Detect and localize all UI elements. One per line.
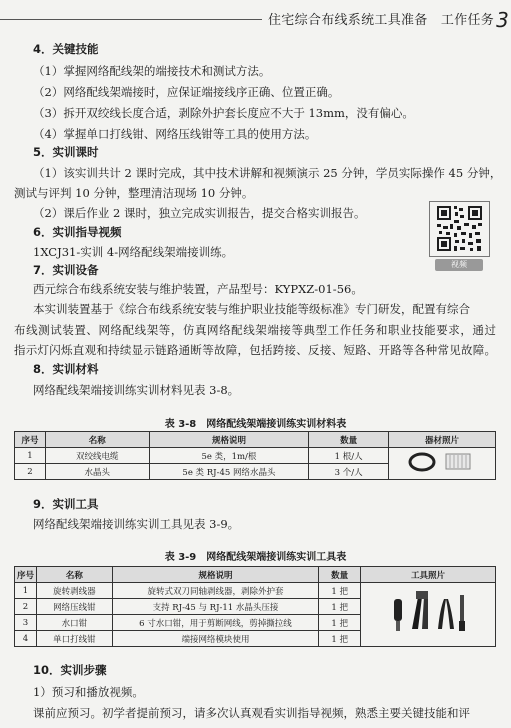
section-9-heading: 9．实训工具 xyxy=(33,497,99,511)
cell-index: 2 xyxy=(15,464,46,480)
cell-qty: 1 把 xyxy=(319,631,361,647)
s6-text: 1XCJ31-实训 4-网络配线架端接训练。 xyxy=(33,245,234,259)
table-3-8-caption: 表 3-8 网络配线架端接训练实训材料表 xyxy=(164,419,347,430)
cell-index: 4 xyxy=(15,631,37,647)
cell-qty: 1 把 xyxy=(319,599,361,615)
cable-and-connector-photo xyxy=(402,449,482,475)
s8-text: 网络配线架端接训练实训材料见表 3-8。 xyxy=(33,383,240,397)
col-header: 名称 xyxy=(45,432,149,448)
cell-spec: 5e 类，1m/根 xyxy=(149,448,309,464)
cell-spec: 5e 类 RJ-45 网络水晶头 xyxy=(149,464,309,480)
cell-name: 水口钳 xyxy=(36,615,112,631)
col-header: 器材照片 xyxy=(389,432,496,448)
table-header-row xyxy=(15,432,496,448)
section-5-heading: 5．实训课时 xyxy=(33,145,99,159)
video-badge: 视频 xyxy=(435,259,483,271)
section-4-heading: 4．关键技能 xyxy=(33,42,99,56)
s4-item-1: （1）掌握网络配线架的端接技术和测试方法。 xyxy=(33,64,271,78)
cell-index: 1 xyxy=(15,583,37,599)
col-header: 规格说明 xyxy=(149,432,309,448)
cell-name: 旋转剥线器 xyxy=(36,583,112,599)
cell-spec: 端接网络模块使用 xyxy=(112,631,318,647)
s4-item-2: （2）网络配线架端接时，应保证端接线序正确、位置正确。 xyxy=(33,85,340,99)
tools-photo xyxy=(361,583,496,647)
s9-text: 网络配线架端接训练实训工具见表 3-9。 xyxy=(33,517,240,531)
col-header: 序号 xyxy=(15,567,37,583)
s4-item-3: （3）拆开双绞线长度合适，剥除外护套长度应不大于 13mm，没有偏心。 xyxy=(33,106,414,120)
s5-para-1a: （1）该实训共计 2 课时完成，其中技术讲解和视频演示 25 分钟，学员实际操作 45 分钟， xyxy=(33,166,502,180)
col-header: 工具照片 xyxy=(361,567,496,583)
cell-qty: 3 个/人 xyxy=(309,464,389,480)
cell-name: 网络压线钳 xyxy=(36,599,112,615)
table-row xyxy=(15,448,496,464)
table-row xyxy=(15,583,496,599)
table-3-9-caption: 表 3-9 网络配线架端接训练实训工具表 xyxy=(164,552,347,563)
cell-spec: 旋转式双刀同轴剥线器，剥除外护套 xyxy=(112,583,318,599)
chapter-number: 3 xyxy=(496,8,510,32)
table-3-9 xyxy=(14,566,496,647)
col-header: 名称 xyxy=(36,567,112,583)
video-qr-code[interactable] xyxy=(429,201,490,271)
cell-index: 3 xyxy=(15,615,37,631)
s10-step-1: 1）预习和播放视频。 xyxy=(33,685,144,699)
cell-name: 单口打线钳 xyxy=(36,631,112,647)
running-header xyxy=(268,8,509,32)
section-7-heading: 7．实训设备 xyxy=(33,263,99,277)
cell-qty: 1 把 xyxy=(319,615,361,631)
s7-para-2-line-3: 指示灯闪烁直观和持续显示链路通断等故障，包括跨接、反接、短路、开路等各种常见故障。 xyxy=(14,343,496,357)
tools-photo-icon xyxy=(388,585,468,641)
cell-qty: 1 把 xyxy=(319,583,361,599)
cell-spec: 6 寸水口钳，用于剪断网线，剪掉撕拉线 xyxy=(112,615,318,631)
s4-item-4: （4）掌握单口打线钳、网络压线钳等工具的使用方法。 xyxy=(33,127,317,141)
cell-name: 水晶头 xyxy=(45,464,149,480)
cell-index: 1 xyxy=(15,448,46,464)
table-header-row xyxy=(15,567,496,583)
col-header: 序号 xyxy=(15,432,46,448)
header-title: 住宅综合布线系统工具准备 工作任务 xyxy=(268,13,495,28)
s7-para-2-line-1: 本实训装置基于《综合布线系统安装与维护职业技能等级标准》专门研发，配置有综合 xyxy=(33,302,470,316)
s5-para-1b: 测试与评判 10 分钟，整理清洁现场 10 分钟。 xyxy=(14,186,254,200)
cell-spec: 支持 RJ-45 与 RJ-11 水晶头压接 xyxy=(112,599,318,615)
col-header: 数量 xyxy=(309,432,389,448)
cell-index: 2 xyxy=(15,599,37,615)
cell-qty: 1 根/人 xyxy=(309,448,389,464)
col-header: 规格说明 xyxy=(112,567,318,583)
s7-para-2-line-2: 布线测试装置、网络配线架等，仿真网络配线架端接等典型工作任务和职业技能要求，通过 xyxy=(14,323,496,337)
s10-para: 课前应预习。初学者提前预习，请多次认真观看实训指导视频，熟悉主要关键技能和评 xyxy=(33,706,470,720)
s5-para-2: （2）课后作业 2 课时，独立完成实训报告，提交合格实训报告。 xyxy=(33,206,366,220)
cell-name: 双绞线电缆 xyxy=(45,448,149,464)
materials-photo xyxy=(389,448,496,480)
section-10-heading: 10．实训步骤 xyxy=(33,663,107,677)
qr-frame xyxy=(429,201,490,257)
table-3-8 xyxy=(14,431,496,480)
header-rule xyxy=(0,19,262,20)
qr-code-icon xyxy=(430,202,489,256)
s7-para-1: 西元综合布线系统安装与维护装置，产品型号：KYPXZ-01-56。 xyxy=(33,282,363,296)
col-header: 数量 xyxy=(319,567,361,583)
section-8-heading: 8．实训材料 xyxy=(33,362,99,376)
section-6-heading: 6．实训指导视频 xyxy=(33,225,122,239)
